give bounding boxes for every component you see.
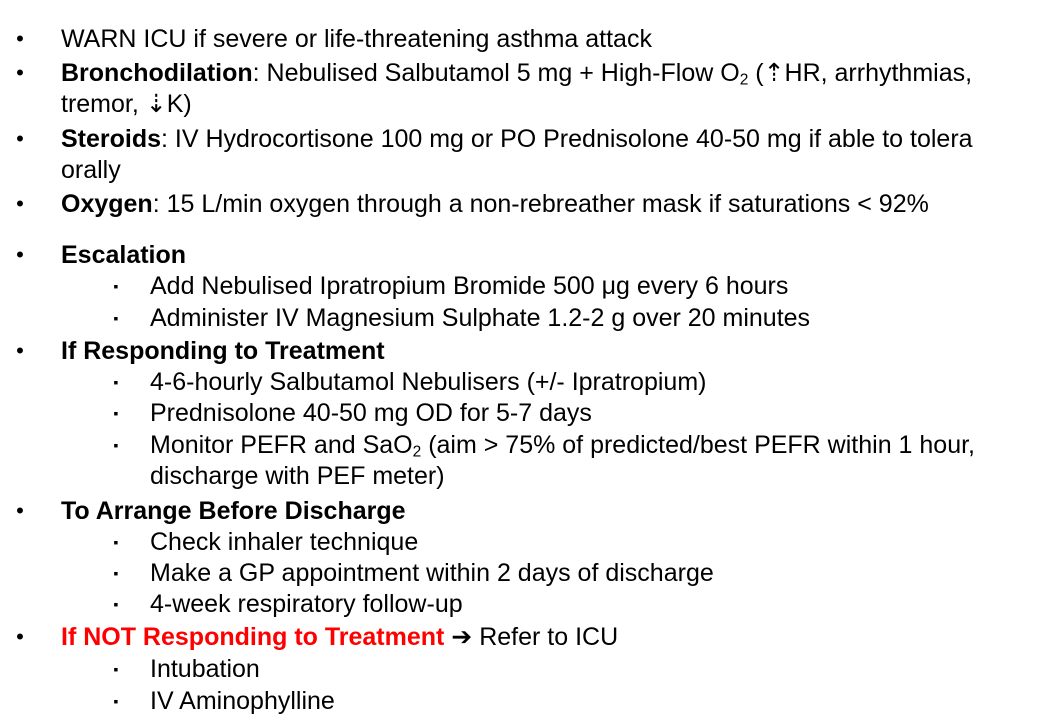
item-text: WARN ICU if severe or life-threatening asthma attack [61,25,652,53]
item-text-cont: (⇡HR, arrhythmias, [748,59,973,87]
sub-bullet-marker: ▪ [113,278,119,294]
sub-item-text: Check inhaler technique [150,528,419,556]
item-text: : 15 L/min oxygen through a non-rebreather mask if saturations < 92% [152,190,929,218]
item-text: : IV Hydrocortisone 100 mg or PO Prednisolone 40-50 mg if able to tolera [161,125,973,153]
item-heading-alert: If NOT Responding to Treatment [61,623,445,651]
item-text: orally [61,156,121,184]
sub-item-text: 4-6-hourly Salbutamol Nebulisers (+/- Ipratropium) [150,368,707,396]
bullet-marker: • [16,624,24,649]
bullet-marker: • [16,498,24,523]
sub-bullet-marker: ▪ [113,310,119,326]
sub-bullet-marker: ▪ [113,693,119,709]
sub-bullet-marker: ▪ [113,534,119,550]
sub-item-text: 4-week respiratory follow-up [150,590,463,618]
item-text: : Nebulised Salbutamol 5 mg + High-Flow O [252,59,740,87]
item-text: Refer to ICU [472,623,619,651]
sub-bullet-marker: ▪ [113,437,119,453]
sub-item-text: Intubation [150,655,260,683]
sub-bullet-marker: ▪ [113,565,119,581]
bullet-marker: • [16,126,24,151]
item-heading: If Responding to Treatment [61,337,385,365]
item-line [61,124,973,154]
sub-item-text: Monitor PEFR and SaO [150,431,413,459]
subscript: 2 [739,71,749,89]
bullet-marker: • [16,60,24,85]
sub-bullet-marker: ▪ [113,596,119,612]
item-heading: Oxygen [61,190,153,218]
sub-bullet-marker: ▪ [113,661,119,677]
item-heading: Steroids [61,125,162,153]
item-line [61,622,618,652]
bullet-marker: • [16,242,24,267]
subscript: 2 [412,443,422,461]
sub-bullet-marker: ▪ [113,374,119,390]
item-line [61,58,972,88]
sub-item-text: Administer IV Magnesium Sulphate 1.2-2 g over 20 minutes [150,304,811,332]
item-text: tremor, ⇣K) [61,90,192,118]
sub-bullet-marker: ▪ [113,405,119,421]
item-heading: Escalation [61,241,187,269]
bullet-marker: • [16,191,24,216]
sub-item-line [150,430,975,460]
sub-item-text: Prednisolone 40-50 mg OD for 5-7 days [150,399,592,427]
bullet-marker: • [16,26,24,51]
bullet-marker: • [16,338,24,363]
sub-item-text: discharge with PEF meter) [150,462,445,490]
sub-item-text-cont: (aim > 75% of predicted/best PEFR within 1 hour, [421,431,975,459]
sub-item-text: IV Aminophylline [150,687,335,715]
item-heading: Bronchodilation [61,59,253,87]
sub-item-text: Add Nebulised Ipratropium Bromide 500 μg every 6 hours [150,272,789,300]
item-line [61,189,929,219]
sub-item-text: Make a GP appointment within 2 days of discharge [150,559,714,587]
item-heading: To Arrange Before Discharge [61,497,406,525]
arrow-right-icon: ➔ [451,623,473,651]
